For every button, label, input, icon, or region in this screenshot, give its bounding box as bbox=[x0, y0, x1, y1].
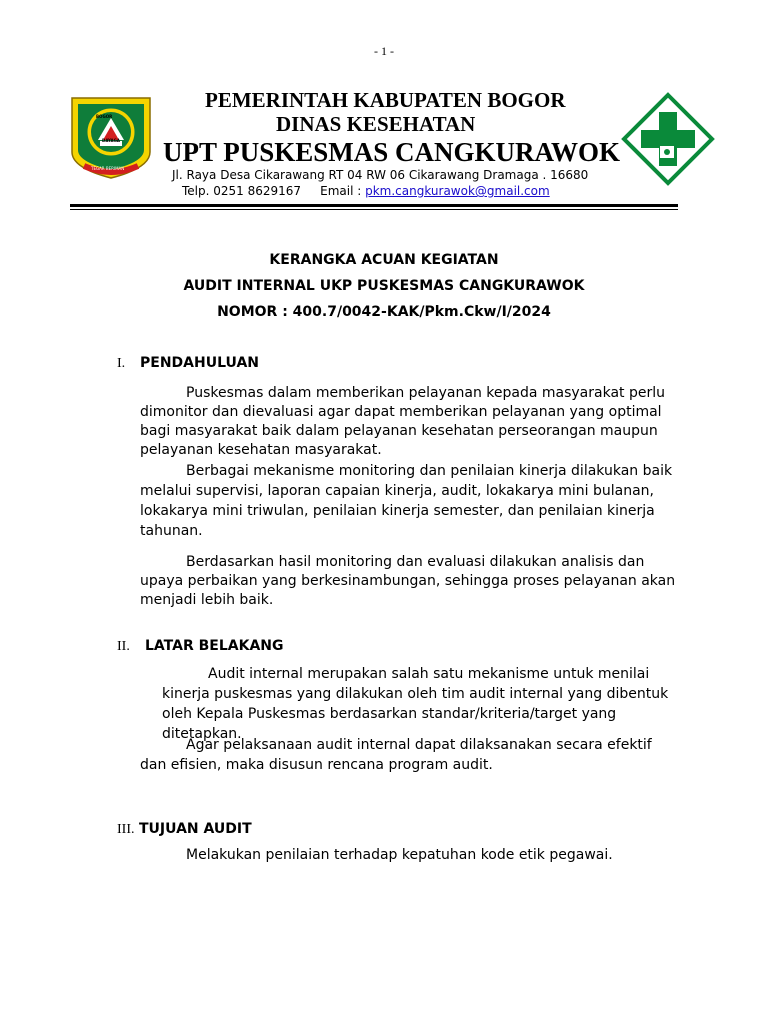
paragraph: Berdasarkan hasil monitoring dan evaluasi dilakukan analisis dan upaya perbaikan yang berkesinambungan, sehingga proses pelayanan akan menjadi lebih baik. bbox=[140, 554, 676, 608]
government-name: PEMERINTAH KABUPATEN BOGOR bbox=[205, 88, 566, 112]
section-title: PENDAHULUAN bbox=[140, 355, 259, 371]
header-divider-thin bbox=[70, 209, 678, 210]
paragraph: Audit internal merupakan salah satu mekanisme untuk menilai kinerja puskesmas yang dilakukan oleh tim audit internal yang dibentuk oleh Kepala Puskesmas berdasarkan standar/kriteria/target yang ditetapkan. bbox=[162, 666, 669, 742]
emblem-center-text: DAYAGA bbox=[102, 138, 121, 143]
section-number: I. bbox=[117, 356, 126, 371]
document-subtitle: AUDIT INTERNAL UKP PUSKESMAS CANGKURAWOK bbox=[183, 278, 585, 294]
section-number: III. bbox=[117, 822, 135, 837]
paragraph: Berbagai mekanisme monitoring dan penilaian kinerja dilakukan baik melalui supervisi, laporan capaian kinerja, audit, lokakarya mini bulanan, lokakarya mini triwulan, penilaian kinerja semester, dan penilaian kinerja tahunan. bbox=[140, 463, 673, 539]
document-title: KERANGKA ACUAN KEGIATAN bbox=[269, 252, 499, 268]
section-title: LATAR BELAKANG bbox=[145, 638, 284, 654]
emblem-motto: TEGAR BERIMAN bbox=[91, 166, 125, 171]
document-number: NOMOR : 400.7/0042-KAK/Pkm.Ckw/I/2024 bbox=[217, 304, 551, 320]
paragraph: Melakukan penilaian terhadap kepatuhan kode etik pegawai. bbox=[186, 847, 613, 863]
emblem-top-text: BOGOR bbox=[96, 114, 113, 119]
contact-line bbox=[182, 184, 550, 198]
puskesmas-cross-icon bbox=[620, 92, 716, 186]
email-link[interactable]: pkm.cangkurawok@gmail.com bbox=[365, 184, 550, 198]
phone-email-label: Telp. 0251 8629167 Email : bbox=[182, 184, 366, 198]
section-title: TUJUAN AUDIT bbox=[139, 821, 252, 837]
unit-name: UPT PUSKESMAS CANGKURAWOK bbox=[163, 137, 621, 167]
paragraph: Puskesmas dalam memberikan pelayanan kepada masyarakat perlu dimonitor dan dievaluasi agar dapat memberikan pelayanan yang optimal bagi masyarakat baik dalam pelayanan kesehatan perseorangan maupun pelayanan kesehatan masyarakat. bbox=[140, 385, 665, 458]
address: Jl. Raya Desa Cikarawang RT 04 RW 06 Cikarawang Dramaga . 16680 bbox=[172, 168, 589, 182]
department-name: DINAS KESEHATAN bbox=[276, 112, 476, 136]
page-number: - 1 - bbox=[374, 44, 394, 58]
paragraph: Agar pelaksanaan audit internal dapat dilaksanakan secara efektif dan efisien, maka disusun rencana program audit. bbox=[140, 737, 652, 773]
header-divider bbox=[70, 204, 678, 207]
section-number: II. bbox=[117, 639, 130, 654]
